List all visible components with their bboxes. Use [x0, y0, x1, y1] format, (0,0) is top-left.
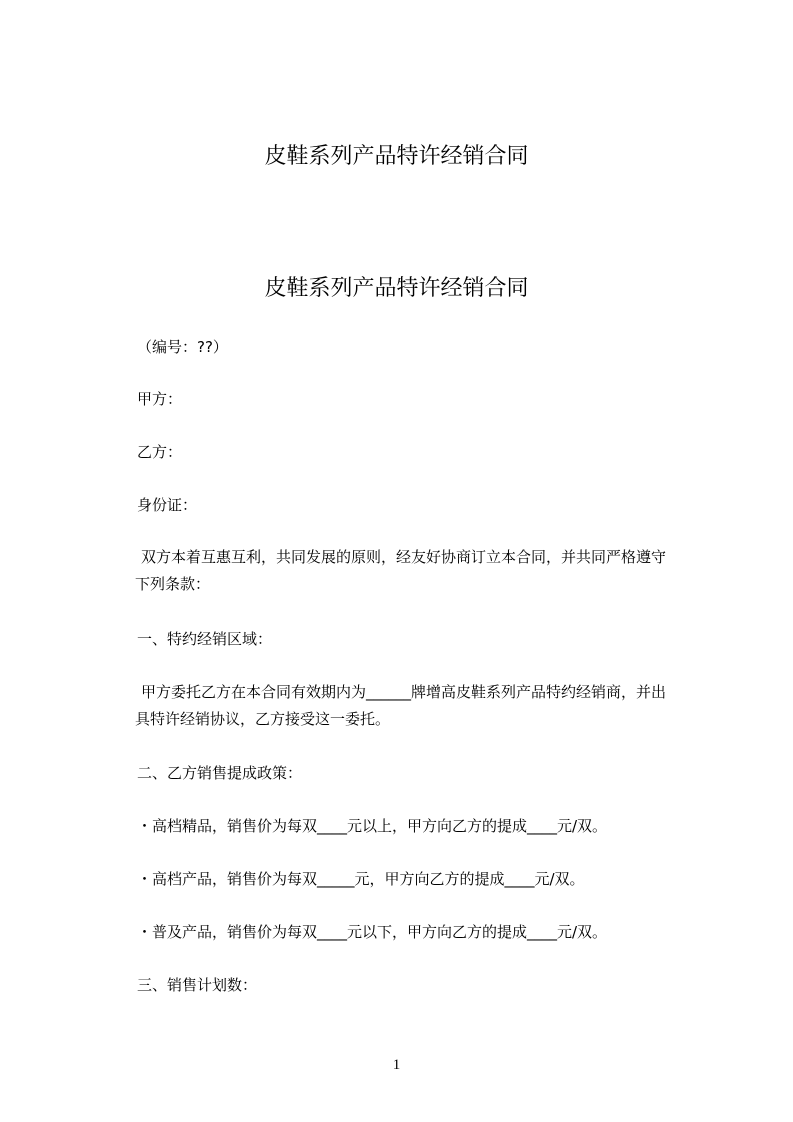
section-1-line-2: 具特许经销协议，乙方接受这一委托。 — [135, 710, 391, 728]
preamble-line-2: 下列条款： — [135, 575, 211, 593]
section-1-paragraph — [137, 679, 701, 733]
contract-number: （编号：??） — [137, 338, 228, 356]
page-number: 1 — [392, 1057, 401, 1073]
preamble-line-1: 双方本着互惠互利，共同发展的原则，经友好协商订立本合同，并共同严格遵守 — [141, 548, 667, 566]
section-1-heading: 一、特约经销区域： — [137, 630, 273, 648]
party-a-field: 甲方： — [137, 390, 183, 408]
commission-item-premium: ・高档精品，销售价为每双____元以上，甲方向乙方的提成____元/双。 — [137, 817, 608, 835]
commission-item-high-grade: ・高档产品，销售价为每双_____元，甲方向乙方的提成____元/双。 — [137, 870, 585, 888]
section-3-heading: 三、销售计划数： — [137, 976, 258, 994]
section-2-heading: 二、乙方销售提成政策： — [137, 764, 303, 782]
party-b-field: 乙方： — [137, 443, 183, 461]
commission-item-popular: ・普及产品，销售价为每双____元以下，甲方向乙方的提成____元/双。 — [137, 923, 608, 941]
document-title: 皮鞋系列产品特许经销合同 — [264, 276, 529, 301]
section-1-line-1: 甲方委托乙方在本合同有效期内为______牌增高皮鞋系列产品特约经销商，并出 — [141, 683, 667, 701]
id-card-field: 身份证： — [137, 496, 198, 514]
preamble-paragraph — [137, 544, 701, 598]
cover-title: 皮鞋系列产品特许经销合同 — [264, 144, 529, 169]
